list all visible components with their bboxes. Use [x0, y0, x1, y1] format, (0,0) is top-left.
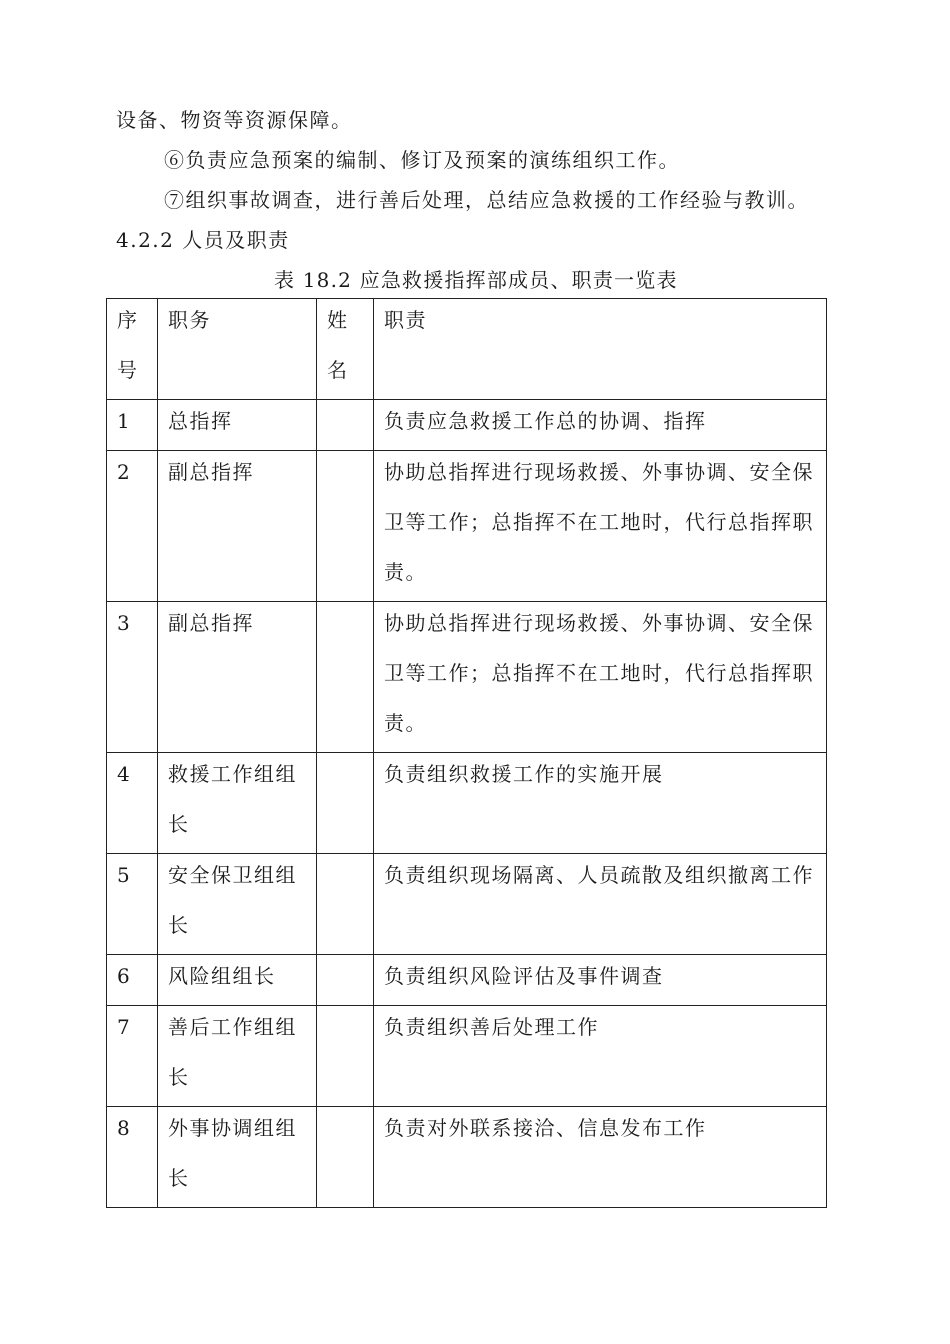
duty-table	[106, 298, 827, 1208]
table-caption: 表 18.2 应急救援指挥部成员、职责一览表	[274, 268, 678, 292]
cell-duty: 负责对外联系接洽、信息发布工作	[374, 1107, 827, 1208]
cell-no: 7	[107, 1006, 158, 1107]
cell-no: 1	[107, 400, 158, 451]
cell-position: 风险组组长	[158, 955, 317, 1006]
section-heading: 4.2.2 人员及职责	[116, 228, 290, 252]
header-cell-position: 职务	[158, 299, 317, 400]
table-row	[107, 854, 827, 955]
cell-position: 安全保卫组组长	[158, 854, 317, 955]
table-row	[107, 400, 827, 451]
cell-name	[317, 1006, 374, 1107]
cell-position: 副总指挥	[158, 602, 317, 753]
header-cell-no: 序号	[107, 299, 158, 400]
cell-name	[317, 753, 374, 854]
paragraph-resource-guarantee: 设备、物资等资源保障。	[116, 108, 353, 132]
cell-duty: 负责组织风险评估及事件调查	[374, 955, 827, 1006]
cell-no: 2	[107, 451, 158, 602]
cell-no: 5	[107, 854, 158, 955]
cell-position: 外事协调组组长	[158, 1107, 317, 1208]
paragraph-item-6: ⑥负责应急预案的编制、修订及预案的演练组织工作。	[164, 148, 680, 172]
cell-no: 4	[107, 753, 158, 854]
table-row	[107, 451, 827, 602]
cell-duty: 协助总指挥进行现场救援、外事协调、安全保卫等工作；总指挥不在工地时，代行总指挥职责。	[374, 602, 827, 753]
cell-no: 8	[107, 1107, 158, 1208]
cell-duty: 负责组织善后处理工作	[374, 1006, 827, 1107]
table-row	[107, 753, 827, 854]
header-cell-name: 姓名	[317, 299, 374, 400]
cell-position: 副总指挥	[158, 451, 317, 602]
table-header-row	[107, 299, 827, 400]
cell-no: 3	[107, 602, 158, 753]
cell-name	[317, 854, 374, 955]
cell-no: 6	[107, 955, 158, 1006]
table-row	[107, 602, 827, 753]
cell-duty: 负责组织现场隔离、人员疏散及组织撤离工作	[374, 854, 827, 955]
cell-duty: 协助总指挥进行现场救援、外事协调、安全保卫等工作；总指挥不在工地时，代行总指挥职责。	[374, 451, 827, 602]
cell-name	[317, 451, 374, 602]
cell-name	[317, 955, 374, 1006]
cell-name	[317, 1107, 374, 1208]
table-row	[107, 1006, 827, 1107]
cell-position: 善后工作组组长	[158, 1006, 317, 1107]
table-row	[107, 955, 827, 1006]
table-row	[107, 1107, 827, 1208]
cell-position: 总指挥	[158, 400, 317, 451]
cell-duty: 负责组织救援工作的实施开展	[374, 753, 827, 854]
header-cell-duty: 职责	[374, 299, 827, 400]
cell-position: 救援工作组组长	[158, 753, 317, 854]
paragraph-item-7: ⑦组织事故调查，进行善后处理，总结应急救援的工作经验与教训。	[164, 188, 809, 212]
cell-name	[317, 400, 374, 451]
cell-name	[317, 602, 374, 753]
cell-duty: 负责应急救援工作总的协调、指挥	[374, 400, 827, 451]
